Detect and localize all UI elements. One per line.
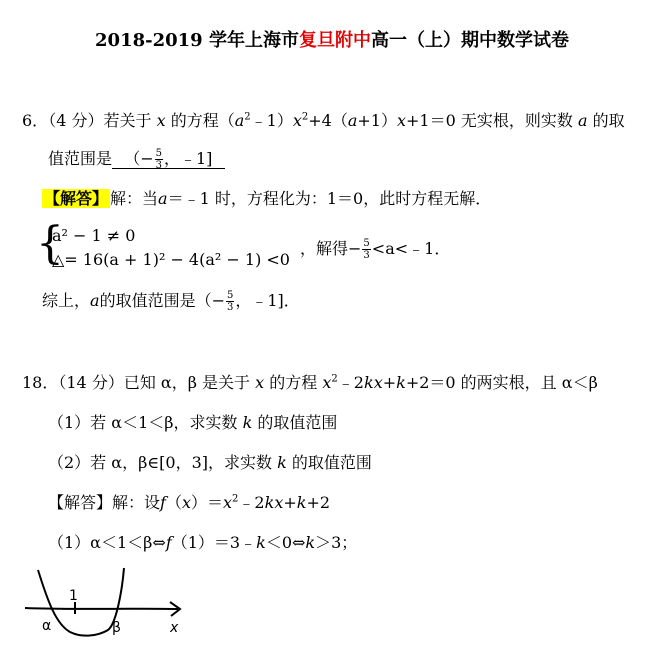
q6-stem-line2: 值范围是 （− $\frac{5}{3}$ ，﹣1] [48, 146, 225, 171]
page-title: 2018-2019 学年上海市复旦附中高一（上）期中数学试卷 [95, 30, 569, 51]
q6-solution-line: 【解答】 解：当a＝﹣1 时，方程化为：1＝0，此时方程无解． [44, 189, 492, 208]
parabola-sketch [20, 562, 200, 652]
x-axis-line [25, 608, 178, 609]
system-brace: { [36, 218, 64, 269]
q6-summary: 综上，a的取值范围是（− $\frac{5}{3}$ ，﹣1]． [42, 290, 300, 313]
q6-stem-line1: 6．（4 分）若关于 x 的方程$(a^2﹣1)x^2+4(a+1)x+1=0$ 无实根，则实数 a 的取 [22, 111, 625, 130]
solution-label-highlight: 【解答】 [44, 189, 109, 208]
x-axis-label: x [170, 620, 179, 636]
q18-part2: （2）若 α，β∈[0，3]，求实数 k 的取值范围 [48, 453, 372, 472]
q6-solve-result: ，解得− $\frac{5}{3}$ <a<﹣1． [300, 238, 451, 261]
q18-stem: 18．（14 分）已知 α，β 是关于 x 的方程 $x^2﹣2kx+k+2=0$ 的两实根，且 α＜β [22, 373, 598, 392]
q18-answer1: （1）α＜1＜β⇔f（1）＝3﹣k＜0⇔k＞3； [48, 533, 358, 552]
q18-solution: 【解答】解：设$f(x)=x^2﹣2kx+k+2$ [48, 493, 331, 512]
q6-answer-blank: （− $\frac{5}{3}$ ，﹣1] [112, 149, 225, 169]
q18-part1: （1）若 α＜1＜β，求实数 k 的取值范围 [48, 413, 338, 432]
beta-label: β [112, 620, 121, 636]
tick-label-1: 1 [69, 588, 78, 604]
school-name: 复旦附中 [298, 30, 371, 51]
alpha-label: α [42, 618, 52, 634]
system-eq2: △= 16(a + 1)² − 4(a² − 1) <0 [52, 250, 290, 269]
system-eq1: a² − 1 ≠ 0 [52, 226, 136, 245]
